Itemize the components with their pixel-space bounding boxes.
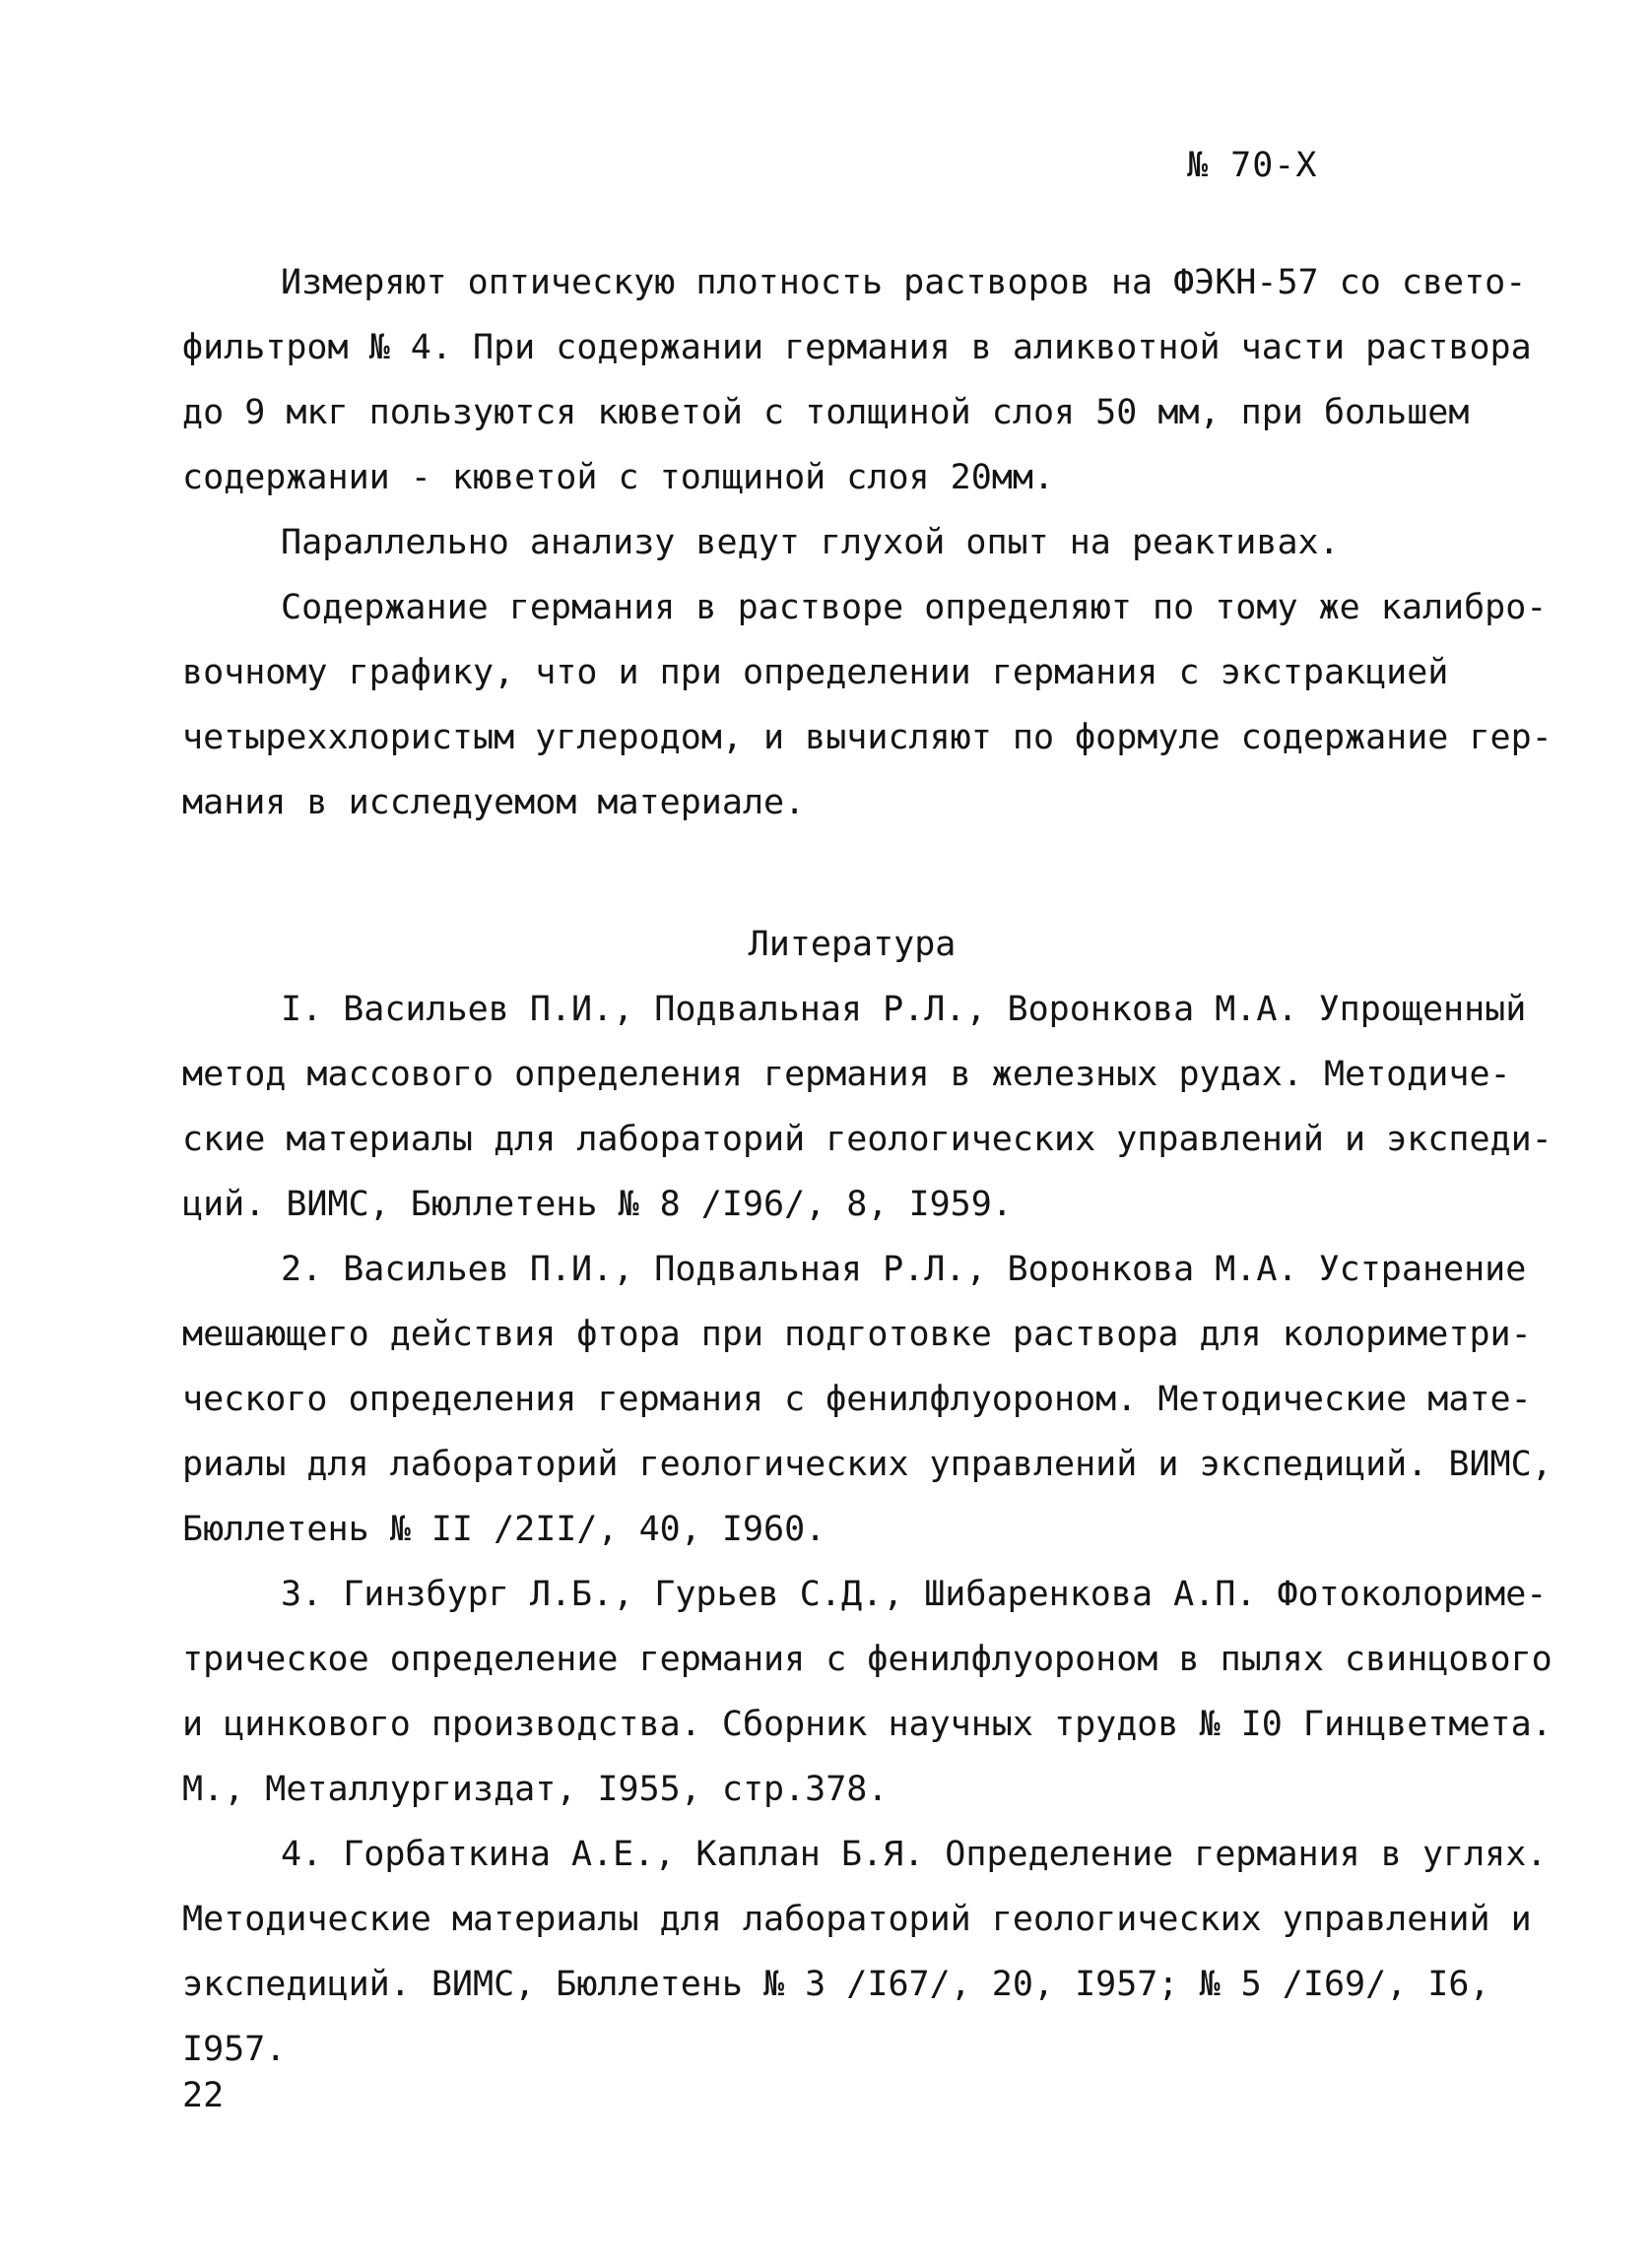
text-line: мешающего действия фтора при подготовке раствора для колориметри- [182, 1315, 1532, 1354]
text-line: метод массового определения германия в железных рудах. Методиче- [182, 1055, 1511, 1094]
text-line: и цинкового производства. Сборник научных трудов № I0 Гинцветмета. [182, 1705, 1553, 1744]
paragraph-measurement [182, 250, 1532, 510]
text-line: ческого определения германия с фенилфлуороном. Методические мате- [182, 1380, 1532, 1419]
section-spacer [182, 835, 1492, 912]
text-line: Содержание германия в растворе определяют по тому же калибро- [281, 588, 1548, 627]
reference-item [182, 1562, 1553, 1822]
document-body [182, 250, 1553, 2082]
paragraph-calculation [182, 575, 1553, 835]
reference-item [182, 977, 1553, 1237]
text-line: мания в исследуемом материале. [182, 783, 806, 822]
text-line: 2. Васильев П.И., Подвальная Р.Л., Воронкова М.А. Устранение [281, 1250, 1527, 1289]
reference-item [182, 1822, 1548, 2082]
text-line: I. Васильев П.И., Подвальная Р.Л., Воронкова М.А. Упрощенный [281, 990, 1527, 1029]
literature-heading: Литература [748, 925, 957, 964]
text-line: экспедиций. ВИМС, Бюллетень № 3 /I67/, 20, I957; № 5 /I69/, I6, [182, 1965, 1490, 2004]
text-line: содержании - кюветой с толщиной слоя 20мм. [182, 458, 1055, 497]
reference-item [182, 1237, 1553, 1562]
text-line: четыреххлористым углеродом, и вычисляют по формуле содержание гер- [182, 718, 1553, 757]
page-number: 22 [182, 2076, 225, 2115]
paragraph-blank-test [182, 510, 1492, 575]
text-line: трическое определение германия с фенилфлуороном в пылях свинцового [182, 1640, 1553, 1679]
text-line: М., Металлургиздат, I955, стр.378. [182, 1770, 889, 1809]
document-number: № 70-Х [1187, 146, 1318, 185]
text-line: Измеряют оптическую плотность растворов на ФЭКН-57 со свето- [281, 263, 1527, 302]
text-line: ций. ВИМС, Бюллетень № 8 /I96/, 8, I959. [182, 1185, 1013, 1224]
text-line: ские материалы для лабораторий геологических управлений и экспеди- [182, 1120, 1553, 1159]
text-line: Параллельно анализу ведут глухой опыт на реактивах. [281, 523, 1340, 562]
text-line: Бюллетень № II /2II/, 40, I960. [182, 1510, 826, 1549]
text-line: риалы для лабораторий геологических управлений и экспедиций. ВИМС, [182, 1445, 1553, 1484]
text-line: до 9 мкг пользуются кюветой с толщиной слоя 50 мм, при большем [182, 393, 1470, 432]
text-line: I957. [182, 2030, 287, 2069]
text-line: Методические материалы для лабораторий геологических управлений и [182, 1900, 1532, 1939]
text-line: 3. Гинзбург Л.Б., Гурьев С.Д., Шибаренкова А.П. Фотоколориме- [281, 1575, 1548, 1614]
text-line: 4. Горбаткина А.Е., Каплан Б.Я. Определение германия в углях. [281, 1835, 1548, 1874]
text-line: вочному графику, что и при определении германия с экстракцией [182, 653, 1449, 692]
text-line: фильтром № 4. При содержании германия в аликвотной части раствора [182, 328, 1532, 367]
